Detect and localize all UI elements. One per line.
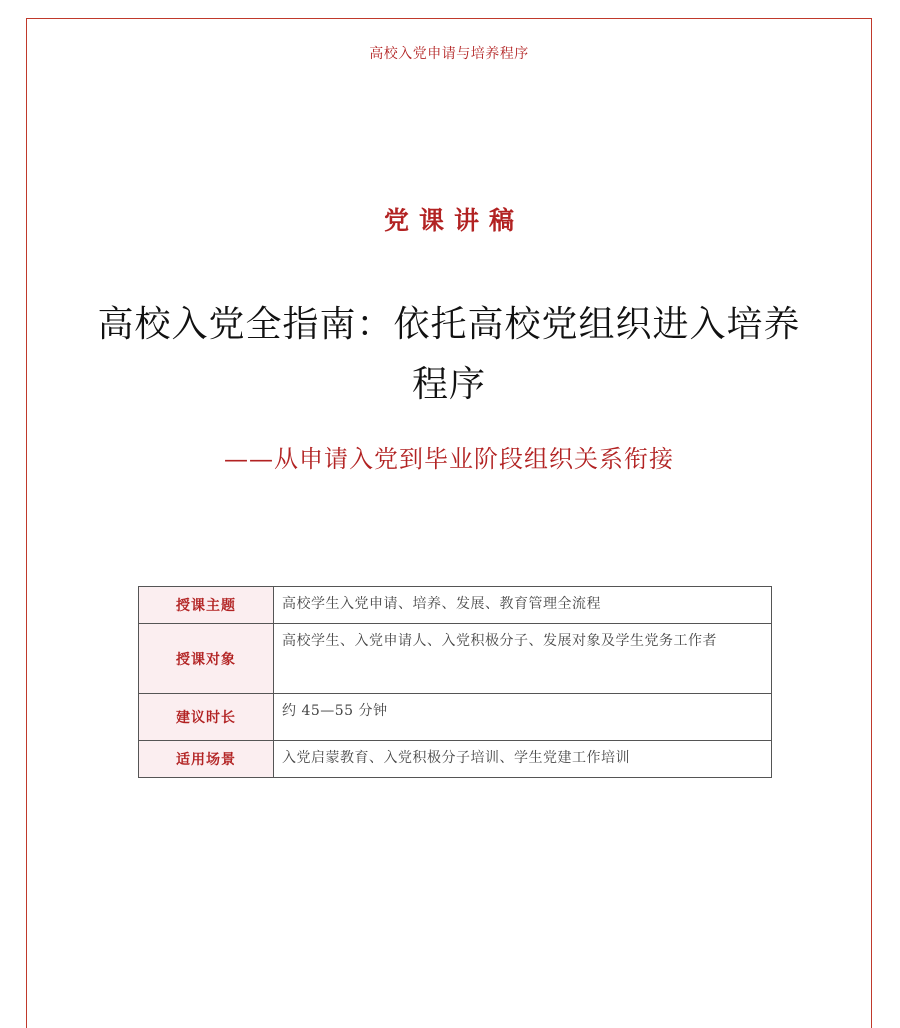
row-label-duration: 建议时长	[139, 694, 274, 741]
row-value-scenario: 入党启蒙教育、入党积极分子培训、学生党建工作培训	[274, 741, 772, 778]
subtitle: ——从申请入党到毕业阶段组织关系衔接	[224, 445, 674, 473]
row-label-scenario: 适用场景	[139, 741, 274, 778]
table-row	[139, 587, 772, 624]
row-label-audience: 授课对象	[139, 624, 274, 694]
table-row	[139, 694, 772, 741]
row-value-audience: 高校学生、入党申请人、入党积极分子、发展对象及学生党务工作者	[274, 624, 772, 694]
row-value-duration: 约 45—55 分钟	[274, 694, 772, 741]
row-label-topic: 授课主题	[139, 587, 274, 624]
main-title: 高校入党全指南：依托高校党组织进入培养程序	[97, 304, 801, 405]
document-page	[26, 18, 872, 1028]
row-value-topic: 高校学生入党申请、培养、发展、教育管理全流程	[274, 587, 772, 624]
course-info-table	[138, 586, 772, 778]
running-header: 高校入党申请与培养程序	[369, 46, 529, 62]
table-row	[139, 624, 772, 694]
table-row	[139, 741, 772, 778]
document-type-heading: 党课讲稿	[383, 206, 524, 235]
